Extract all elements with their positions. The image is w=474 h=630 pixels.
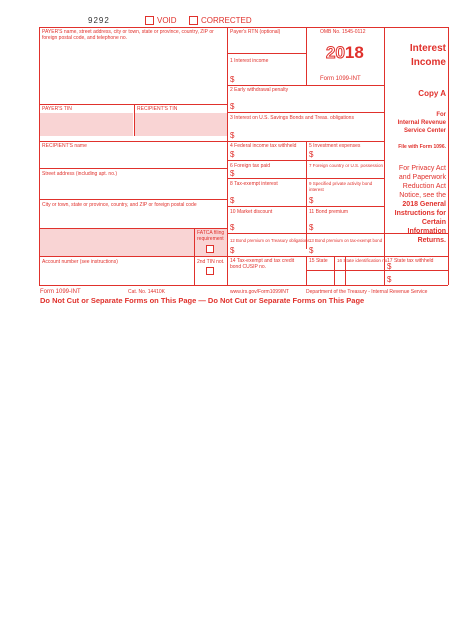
- privacy-line9: Returns.: [417, 237, 446, 244]
- box2-label: 2 Early withdrawal penalty: [230, 87, 289, 93]
- account-number-label: Account number (see instructions): [42, 259, 118, 265]
- for-line2: Internal Revenue: [397, 120, 446, 126]
- box17-label: 17 State tax withheld: [387, 258, 434, 264]
- box12-label: 12 Bond premium on Treasury obligations: [230, 238, 310, 243]
- box5-label: 5 Investment expenses: [309, 143, 361, 149]
- payer-tin-label: PAYER'S TIN: [42, 106, 72, 112]
- box5-dollar: $: [309, 150, 314, 159]
- box9-dollar: $: [309, 196, 314, 205]
- footer-notice: Do Not Cut or Separate Forms on This Page — Do Not Cut or Separate Forms on This Page: [40, 296, 365, 305]
- tax-year-prefix: 20: [326, 43, 345, 62]
- box11-label: 11 Bond premium: [309, 209, 349, 215]
- box8-dollar: $: [230, 196, 235, 205]
- recipient-name-label: RECIPIENT'S name: [42, 143, 87, 149]
- box1-dollar: $: [230, 75, 235, 84]
- corrected-checkbox[interactable]: [189, 16, 198, 25]
- privacy-line7: Certain: [421, 219, 446, 226]
- form-code: 9292: [88, 16, 110, 25]
- second-tin-label: 2nd TIN not.: [197, 259, 225, 265]
- payer-tin-field[interactable]: [40, 113, 133, 136]
- privacy-line2: and Paperwork: [398, 174, 446, 181]
- privacy-line3: Reduction Act: [402, 183, 446, 190]
- footer-dept: Department of the Treasury - Internal Revenue Service: [306, 289, 428, 295]
- tax-year: [326, 44, 364, 62]
- privacy-line6: Instructions for: [394, 210, 446, 217]
- recipient-tin-label: RECIPIENT'S TIN: [137, 106, 178, 112]
- fatca-checkbox[interactable]: [206, 245, 214, 253]
- box2-dollar: $: [230, 102, 235, 111]
- box1-label: 1 Interest income: [230, 58, 269, 64]
- box6-dollar: $: [230, 169, 235, 178]
- omb-number: OMB No. 1545-0112: [320, 29, 366, 35]
- box7-label: 7 Foreign country or U.S. possession: [309, 163, 384, 168]
- box13-dollar: $: [309, 246, 314, 255]
- box4-dollar: $: [230, 150, 235, 159]
- box6-label: 6 Foreign tax paid: [230, 163, 271, 169]
- box12-dollar: $: [230, 246, 235, 255]
- file-with: File with Form 1096.: [398, 144, 446, 150]
- privacy-line4: Notice, see the: [399, 192, 446, 199]
- payer-name-label: PAYER'S name, street address, city or town, state or province, country, ZIP or foreign postal code, and telephone no.: [42, 29, 214, 41]
- title-line1: Interest: [409, 43, 446, 54]
- for-line3: Service Center: [403, 128, 446, 134]
- copy-label: Copy A: [418, 89, 446, 98]
- void-checkbox[interactable]: [145, 16, 154, 25]
- box15-label: 15 State: [309, 258, 328, 264]
- street-address-label: Street address (including apt. no.): [42, 171, 118, 177]
- title-line2: Income: [410, 57, 446, 68]
- fatca-label: FATCA filing requirement: [197, 230, 225, 242]
- box8-label: 8 Tax-exempt interest: [230, 181, 278, 187]
- tax-year-suffix: 18: [344, 43, 364, 62]
- box10-dollar: $: [230, 223, 235, 232]
- box11-dollar: $: [309, 223, 314, 232]
- footer-cat: Cat. No. 14410K: [128, 289, 165, 295]
- form-name-text: Form 1099-INT: [320, 76, 361, 82]
- footer-form: Form 1099-INT: [40, 289, 81, 295]
- box17-dollar-1: $: [387, 262, 392, 271]
- box14-label: 14 Tax-exempt and tax credit bond CUSIP no.: [230, 258, 295, 270]
- recipient-tin-field[interactable]: [134, 113, 227, 136]
- box3-label: 3 Interest on U.S. Savings Bonds and Treas. obligations: [230, 115, 354, 121]
- form-name: [320, 76, 361, 82]
- void-label: VOID: [157, 16, 177, 25]
- box16-label: 16 State identification no.: [337, 258, 389, 263]
- second-tin-checkbox[interactable]: [206, 267, 214, 275]
- box4-label: 4 Federal income tax withheld: [230, 143, 297, 149]
- payer-rtn-label: Payer's RTN (optional): [230, 29, 281, 35]
- city-label: City or town, state or province, country, and ZIP or foreign postal code: [42, 202, 197, 208]
- box3-dollar: $: [230, 131, 235, 140]
- privacy-line1: For Privacy Act: [398, 165, 446, 172]
- box10-label: 10 Market discount: [230, 209, 273, 215]
- box9-label: 9 Specified private activity bond interest: [309, 181, 373, 192]
- corrected-label: CORRECTED: [201, 16, 252, 25]
- privacy-line5: 2018 General: [402, 201, 446, 208]
- box17-dollar-2: $: [387, 275, 392, 284]
- box13-label: 13 Bond premium on tax-exempt bond: [309, 238, 383, 243]
- privacy-line8: Information: [407, 228, 446, 235]
- footer-url: www.irs.gov/Form1099INT: [230, 289, 289, 295]
- for-line1: For: [436, 112, 446, 118]
